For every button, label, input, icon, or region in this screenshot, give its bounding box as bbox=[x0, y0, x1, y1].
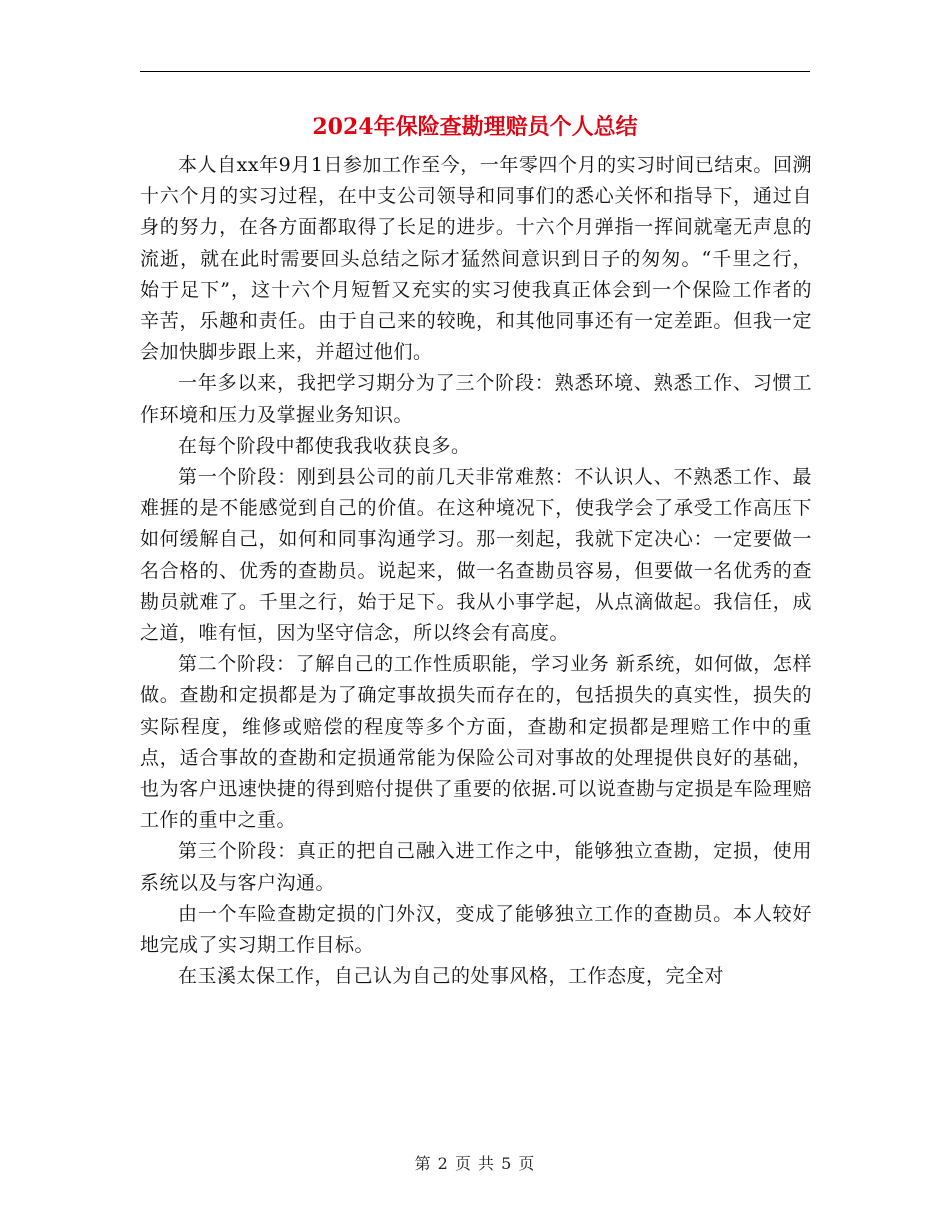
paragraph: 第一个阶段：刚到县公司的前几天非常难熬：不认识人、不熟悉工作、最难捱的是不能感觉到自己的价值。在这种境况下，使我学会了承受工作高压下如何缓解自己，如何和同事沟通学习。那一刻起，我就下定决心：一定要做一名合格的、优秀的查勘员。说起来，做一名查勘员容易，但要做一名优秀的查勘员就难了。千里之行，始于足下。我从小事学起，从点滴做起。我信任，成之道，唯有恒，因为坚守信念，所以终会有高度。 bbox=[140, 466, 812, 645]
paragraph: 在玉溪太保工作，自己认为自己的处事风格，工作态度，完全对 bbox=[178, 965, 725, 988]
header-rule bbox=[140, 71, 810, 72]
paragraph: 在每个阶段中都使我我收获良多。 bbox=[178, 434, 471, 457]
paragraph: 第三个阶段：真正的把自己融入进工作之中，能够独立查勘，定损，使用系统以及与客户沟通。 bbox=[140, 840, 812, 894]
document-title: 2024年保险查勘理赔员个人总结 bbox=[312, 114, 638, 140]
paragraph: 第二个阶段：了解自己的工作性质职能，学习业务 新系统，如何做，怎样做。查勘和定损都是为了确定事故损失而存在的，包括损失的真实性，损失的实际程度，维修或赔偿的程度等多个方面，查勘和定损都是理赔工作中的重点，适合事故的查勘和定损通常能为保险公司对事故的处理提供良好的基础，也为客户迅速快捷的得到赔付提供了重要的依据.可以说查勘与定损是车险理赔工作的重中之重。 bbox=[140, 653, 812, 832]
paragraph: 本人自xx年9月1日参加工作至今，一年零四个月的实习时间已结束。回溯十六个月的实习过程，在中支公司领导和同事们的悉心关怀和指导下，通过自身的努力，在各方面都取得了长足的进步。十六个月弹指一挥间就毫无声息的流逝，就在此时需要回头总结之际才猛然间意识到日子的匆匆。“千里之行，始于足下”，这十六个月短暂又充实的实习使我真正体会到一个保险工作者的辛苦，乐趣和责任。由于自己来的较晚，和其他同事还有一定差距。但我一定会加快脚步跟上来，并超过他们。 bbox=[140, 154, 812, 364]
page-footer: 第 2 页 共 5 页 bbox=[414, 1154, 536, 1173]
document-body bbox=[140, 150, 812, 992]
paragraph: 一年多以来，我把学习期分为了三个阶段：熟悉环境、熟悉工作、习惯工作环境和压力及掌握业务知识。 bbox=[140, 372, 812, 426]
paragraph: 由一个车险查勘定损的门外汉，变成了能够独立工作的查勘员。本人较好地完成了实习期工作目标。 bbox=[140, 902, 812, 957]
